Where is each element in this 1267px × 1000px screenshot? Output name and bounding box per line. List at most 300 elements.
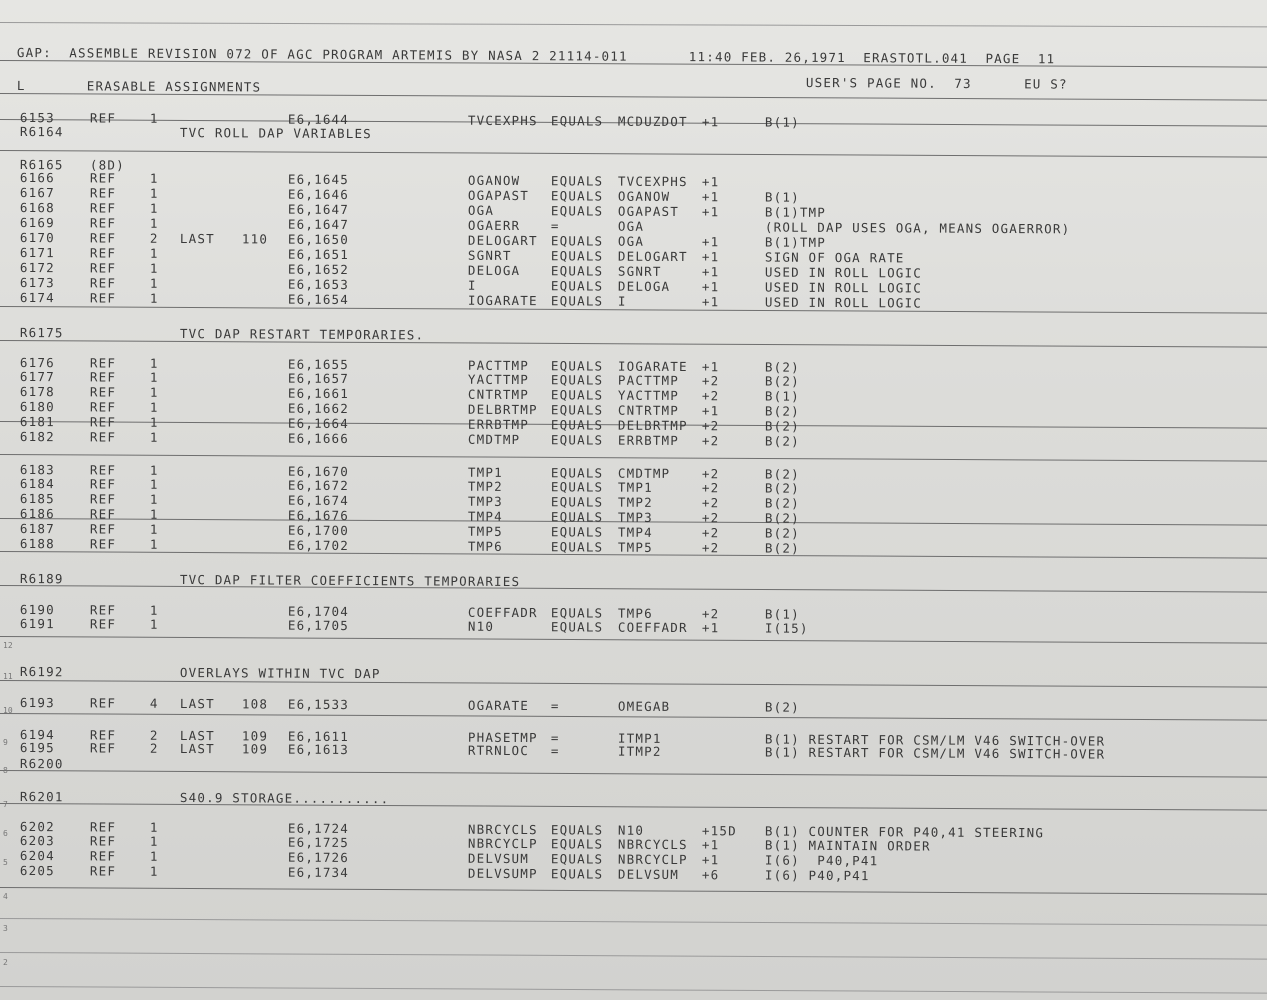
cell-addr: E6,1611: [287, 728, 350, 745]
cell-label: RTRNLOC: [467, 742, 530, 759]
section-heading-row: [20, 790, 1220, 811]
cell-type: REF: [89, 462, 117, 478]
cell-operand: YACTTMP: [617, 387, 680, 404]
cell-count: 1: [149, 414, 159, 430]
cell-operand: I: [617, 293, 627, 309]
cell-addr: E6,1726: [287, 849, 350, 866]
cell-addr: E6,1661: [287, 385, 350, 402]
cell-operand: MCDUZDOT: [617, 113, 688, 130]
cell-addr: E6,1613: [287, 741, 350, 758]
cell-line: 6191: [19, 616, 55, 632]
cell-count: 1: [149, 200, 159, 216]
cell-label: TMP3: [467, 493, 503, 509]
cell-count: 1: [149, 536, 159, 552]
cell-operand: OGA: [617, 233, 645, 249]
cell-offset: +2: [701, 480, 720, 496]
cell-count: 1: [149, 290, 159, 306]
cell-type: REF: [89, 740, 117, 756]
cell-label: PACTTMP: [467, 357, 530, 374]
cell-op: EQUALS: [550, 866, 604, 882]
cell-line: R6192: [19, 664, 64, 680]
cell-count: 1: [149, 275, 159, 291]
section-heading-row: [20, 572, 1220, 593]
cell-count: 2: [149, 740, 159, 756]
cell-line: 6183: [19, 462, 55, 478]
cell-type: REF: [89, 355, 117, 371]
cell-line: 6174: [19, 290, 55, 306]
cell-line: R6201: [19, 789, 64, 805]
cell-line: 6188: [19, 536, 55, 552]
cell-label: TMP2: [467, 478, 503, 494]
cell-count: 1: [149, 185, 159, 201]
cell-offset: +15D: [701, 823, 737, 839]
form-rule: [0, 918, 1267, 926]
cell-addr: E6,1664: [287, 415, 350, 432]
cell-note: B(1): [764, 388, 800, 404]
cell-op: EQUALS: [550, 605, 604, 621]
cell-type: REF: [89, 616, 117, 632]
cell-note: B(1)TMP: [764, 234, 827, 250]
cell-operand: N10: [617, 822, 645, 838]
cell-operand: TMP6: [617, 605, 653, 621]
cell-ref: 109: [241, 728, 269, 744]
cell-offset: +1: [701, 174, 720, 190]
cell-type: REF: [89, 521, 117, 537]
cell-note: USED IN ROLL LOGIC: [764, 294, 923, 311]
cell-operand: OGAPAST: [617, 203, 680, 220]
margin-mark: 4: [3, 892, 8, 901]
form-rule: [0, 22, 1267, 27]
cell-operand: DELBRTMP: [617, 417, 688, 434]
cell-addr: E6,1647: [287, 216, 350, 233]
cell-offset: +1: [701, 294, 720, 310]
cell-label: OGAPAST: [467, 187, 530, 204]
cell-type: REF: [89, 110, 117, 126]
section-title: L ERASABLE ASSIGNMENTS: [16, 78, 262, 95]
cell-operand: DELOGART: [617, 248, 688, 265]
cell-label: TMP1: [467, 464, 503, 480]
cell-line: 6172: [19, 260, 55, 276]
cell-operand: DELOGA: [617, 278, 671, 294]
cell-note: I(6) P40,P41: [764, 852, 879, 869]
cell-operand: COEFFADR: [617, 619, 688, 636]
cell-ref: 108: [241, 696, 269, 712]
cell-note: B(1): [764, 114, 800, 130]
cell-addr: E6,1647: [287, 201, 350, 218]
cell-type: REF: [89, 819, 117, 835]
cell-label: TVC DAP RESTART TEMPORARIES.: [179, 325, 425, 343]
cell-line: 6177: [19, 369, 55, 385]
cell-type: REF: [89, 414, 117, 430]
cell-type: REF: [89, 230, 117, 246]
cell-note: B(2): [764, 403, 800, 419]
cell-line: 6202: [19, 819, 55, 835]
cell-note: B(1) MAINTAIN ORDER: [764, 837, 931, 854]
cell-offset: +2: [701, 373, 720, 389]
cell-op: EQUALS: [550, 432, 604, 448]
cell-line: 6204: [19, 848, 55, 864]
cell-op: EQUALS: [550, 402, 604, 418]
cell-label: DELOGART: [467, 232, 538, 249]
cell-line: R6164: [19, 124, 64, 140]
cell-line: 6166: [19, 170, 55, 186]
form-rule: [0, 952, 1267, 960]
cell-op: =: [550, 743, 560, 759]
cell-addr: E6,1704: [287, 603, 350, 620]
cell-count: 1: [149, 369, 159, 385]
cell-line: 6168: [19, 200, 55, 216]
cell-type: REF: [89, 185, 117, 201]
cell-offset: +1: [701, 837, 720, 853]
form-rule: [0, 887, 1267, 895]
cell-op: EQUALS: [550, 387, 604, 403]
cell-operand: TMP2: [617, 494, 653, 510]
cell-line: 6176: [19, 355, 55, 371]
cell-last: LAST: [179, 230, 215, 247]
cell-operand: ERRBTMP: [617, 432, 680, 449]
cell-line: 6185: [19, 491, 55, 507]
cell-addr: E6,1676: [287, 507, 350, 524]
cell-operand: IOGARATE: [617, 358, 688, 375]
cell-ref: 109: [241, 741, 269, 757]
cell-type: REF: [89, 695, 117, 711]
cell-label: NBRCYCLS: [467, 821, 538, 838]
cell-line: 6182: [19, 429, 55, 445]
cell-note: B(2): [764, 373, 800, 389]
cell-offset: +1: [701, 189, 720, 205]
cell-line: 6178: [19, 384, 55, 400]
cell-operand: TMP1: [617, 479, 653, 495]
cell-type: REF: [89, 506, 117, 522]
cell-op: EQUALS: [550, 524, 604, 540]
cell-offset: +1: [701, 620, 720, 636]
cell-offset: +2: [701, 433, 720, 449]
cell-label: OGARATE: [467, 697, 530, 714]
cell-note: B(2): [764, 540, 800, 556]
cell-line: 6184: [19, 476, 55, 492]
cell-note: B(1)TMP: [764, 204, 827, 220]
cell-offset: +2: [701, 495, 720, 511]
cell-line: 6195: [19, 740, 55, 756]
cell-line: 6169: [19, 215, 55, 231]
cell-offset: +1: [701, 114, 720, 130]
cell-count: 1: [149, 616, 159, 632]
margin-mark: 9: [3, 738, 8, 747]
cell-type: REF: [89, 602, 117, 618]
cell-note: B(2): [764, 359, 800, 375]
cell-count: 1: [149, 215, 159, 231]
cell-note: I(6) P40,P41: [764, 867, 870, 884]
cell-count: 1: [149, 245, 159, 261]
cell-addr: E6,1533: [287, 696, 350, 713]
cell-type: REF: [89, 727, 117, 743]
cell-note: B(1): [764, 606, 800, 622]
cell-line: 6180: [19, 399, 55, 415]
form-rule: [0, 454, 1267, 462]
user-page-number: USER'S PAGE NO. 73 EU S?: [805, 75, 1068, 92]
cell-type: REF: [89, 275, 117, 291]
cell-op: EQUALS: [550, 358, 604, 374]
cell-label: SGNRT: [467, 247, 512, 264]
cell-op: EQUALS: [550, 113, 604, 129]
cell-operand: DELVSUM: [617, 866, 680, 883]
cell-op: EQUALS: [550, 822, 604, 838]
margin-mark: 10: [3, 706, 13, 715]
cell-addr: E6,1652: [287, 261, 350, 278]
cell-offset: +2: [701, 525, 720, 541]
cell-line: 6170: [19, 230, 55, 246]
cell-line: 6187: [19, 521, 55, 537]
cell-offset: +2: [701, 388, 720, 404]
cell-type: REF: [89, 384, 117, 400]
cell-label: CNTRTMP: [467, 386, 530, 403]
cell-count: 1: [149, 384, 159, 400]
cell-type: REF: [89, 848, 117, 864]
cell-count: 1: [149, 491, 159, 507]
cell-count: 4: [149, 695, 159, 711]
cell-label: NBRCYCLP: [467, 835, 538, 852]
cell-line: R6175: [19, 325, 64, 341]
cell-offset: +1: [701, 403, 720, 419]
cell-type: REF: [89, 491, 117, 507]
cell-label: IOGARATE: [467, 292, 538, 309]
cell-offset: +1: [701, 279, 720, 295]
cell-addr: E6,1654: [287, 291, 350, 308]
margin-mark: 7: [3, 800, 8, 809]
cell-count: 2: [149, 230, 159, 246]
cell-label: TMP4: [467, 508, 503, 524]
cell-line: 6194: [19, 727, 55, 743]
cell-line: 6205: [19, 863, 55, 879]
cell-offset: +2: [701, 466, 720, 482]
cell-note: B(2): [764, 480, 800, 496]
cell-operand: CMDTMP: [617, 465, 671, 481]
cell-addr: E6,1674: [287, 492, 350, 509]
cell-operand: CNTRTMP: [617, 402, 680, 419]
cell-operand: OGA: [617, 218, 645, 234]
cell-op: EQUALS: [550, 248, 604, 264]
cell-count: 1: [149, 170, 159, 186]
cell-line: R6200: [19, 756, 64, 772]
cell-op: EQUALS: [550, 851, 604, 867]
cell-op: EQUALS: [550, 465, 604, 481]
cell-operand: TMP4: [617, 524, 653, 540]
cell-note: USED IN ROLL LOGIC: [764, 264, 923, 281]
cell-offset: +1: [701, 249, 720, 265]
cell-note: B(2): [764, 525, 800, 541]
cell-label: TVC ROLL DAP VARIABLES: [179, 124, 372, 142]
cell-label: COEFFADR: [467, 604, 538, 621]
form-rule: [0, 986, 1267, 994]
cell-line: 6193: [19, 695, 55, 711]
cell-op: EQUALS: [550, 539, 604, 555]
cell-addr: E6,1650: [287, 231, 350, 248]
cell-operand: ITMP1: [617, 730, 662, 746]
cell-line: 6203: [19, 833, 55, 849]
cell-offset: +1: [701, 264, 720, 280]
cell-note: I(15): [764, 620, 809, 636]
cell-label: DELOGA: [467, 262, 521, 279]
cell-type: REF: [89, 536, 117, 552]
cell-note: (ROLL DAP USES OGA, MEANS OGAERROR): [764, 219, 1071, 237]
cell-label: TMP6: [467, 538, 503, 554]
cell-label: DELBRTMP: [467, 401, 538, 418]
cell-type: (8D): [89, 157, 125, 173]
cell-count: 1: [149, 260, 159, 276]
cell-operand: ITMP2: [617, 743, 662, 759]
cell-op: EQUALS: [550, 417, 604, 433]
cell-type: REF: [89, 476, 117, 492]
cell-offset: +2: [701, 418, 720, 434]
cell-line: R6165: [19, 157, 64, 173]
cell-note: B(2): [764, 466, 800, 482]
cell-op: EQUALS: [550, 494, 604, 510]
cell-label: I: [467, 277, 477, 293]
cell-addr: E6,1734: [287, 864, 350, 881]
cell-label: PHASETMP: [467, 729, 538, 746]
cell-line: 6153: [19, 110, 55, 126]
cell-note: B(1) RESTART FOR CSM/LM V46 SWITCH-OVER: [764, 744, 1106, 762]
cell-type: REF: [89, 200, 117, 216]
cell-count: 1: [149, 602, 159, 618]
cell-label: OGAERR: [467, 217, 521, 234]
cell-operand: PACTTMP: [617, 372, 680, 389]
cell-label: OVERLAYS WITHIN TVC DAP: [179, 664, 381, 682]
cell-count: 1: [149, 833, 159, 849]
cell-operand: OMEGAB: [617, 698, 671, 714]
cell-offset: +1: [701, 204, 720, 220]
cell-last: LAST: [179, 727, 215, 744]
cell-addr: E6,1651: [287, 246, 350, 263]
margin-mark: 11: [3, 672, 13, 681]
cell-count: 1: [149, 476, 159, 492]
cell-type: REF: [89, 863, 117, 879]
cell-note: B(2): [764, 418, 800, 434]
margin-mark: 5: [3, 858, 8, 867]
cell-type: REF: [89, 429, 117, 445]
cell-op: EQUALS: [550, 203, 604, 219]
cell-op: EQUALS: [550, 836, 604, 852]
margin-mark: 2: [3, 958, 8, 967]
cell-label: CMDTMP: [467, 431, 521, 448]
cell-offset: +6: [701, 867, 720, 883]
cell-addr: E6,1725: [287, 834, 350, 851]
cell-op: EQUALS: [550, 509, 604, 525]
cell-ref: 110: [241, 231, 269, 247]
cell-type: REF: [89, 260, 117, 276]
cell-offset: +1: [701, 234, 720, 250]
cell-type: REF: [89, 399, 117, 415]
cell-operand: NBRCYCLP: [617, 851, 688, 868]
cell-count: 1: [149, 506, 159, 522]
cell-addr: E6,1702: [287, 537, 350, 554]
cell-addr: E6,1672: [287, 477, 350, 494]
cell-count: 1: [149, 848, 159, 864]
cell-note: B(2): [764, 433, 800, 449]
cell-op: EQUALS: [550, 188, 604, 204]
cell-count: 1: [149, 521, 159, 537]
cell-count: 1: [149, 863, 159, 879]
cell-note: B(2): [764, 495, 800, 511]
margin-mark: 12: [3, 641, 13, 650]
cell-label: TVC DAP FILTER COEFFICIENTS TEMPORARIES: [179, 571, 521, 590]
assembly-header: GAP: ASSEMBLE REVISION 072 OF AGC PROGRAM ARTEMIS BY NASA 2 21114-011 11:40 FEB. 26,1971 ERASTOTL.041 PAGE 11: [16, 45, 1056, 67]
cell-count: 1: [149, 462, 159, 478]
cell-addr: E6,1653: [287, 276, 350, 293]
cell-line: 6181: [19, 414, 55, 430]
cell-operand: TMP3: [617, 509, 653, 525]
cell-count: 1: [149, 819, 159, 835]
cell-op: =: [550, 698, 560, 714]
cell-label: YACTTMP: [467, 371, 530, 388]
cell-label: N10: [467, 618, 495, 634]
margin-mark: 3: [3, 924, 8, 933]
cell-line: 6190: [19, 602, 55, 618]
cell-addr: E6,1666: [287, 430, 350, 447]
cell-count: 1: [149, 355, 159, 371]
cell-op: =: [550, 730, 560, 746]
cell-offset: +2: [701, 540, 720, 556]
cell-type: REF: [89, 245, 117, 261]
cell-offset: +1: [701, 852, 720, 868]
cell-note: SIGN OF OGA RATE: [764, 249, 905, 266]
cell-addr: E6,1657: [287, 370, 350, 387]
cell-label: OGANOW: [467, 172, 521, 189]
cell-note: B(1) RESTART FOR CSM/LM V46 SWITCH-OVER: [764, 731, 1106, 749]
cell-addr: E6,1646: [287, 186, 350, 203]
cell-label: OGA: [467, 202, 495, 218]
margin-mark: 6: [3, 829, 8, 838]
cell-label: ERRBTMP: [467, 416, 530, 433]
cell-offset: +2: [701, 606, 720, 622]
cell-note: B(2): [764, 699, 800, 715]
cell-offset: +2: [701, 510, 720, 526]
cell-operand: NBRCYCLS: [617, 836, 688, 853]
form-rule: [0, 93, 1267, 101]
cell-note: USED IN ROLL LOGIC: [764, 279, 923, 296]
cell-op: EQUALS: [550, 619, 604, 635]
cell-addr: E6,1645: [287, 171, 350, 188]
cell-count: 1: [149, 110, 159, 126]
cell-line: 6167: [19, 185, 55, 201]
cell-op: EQUALS: [550, 293, 604, 309]
cell-op: EQUALS: [550, 263, 604, 279]
cell-operand: OGANOW: [617, 188, 671, 204]
cell-addr: E6,1700: [287, 522, 350, 539]
cell-op: EQUALS: [550, 479, 604, 495]
cell-note: B(2): [764, 510, 800, 526]
form-rule: [0, 150, 1267, 158]
cell-type: REF: [89, 215, 117, 231]
cell-addr: E6,1670: [287, 463, 350, 480]
cell-addr: E6,1655: [287, 356, 350, 373]
cell-addr: E6,1644: [287, 111, 350, 128]
cell-addr: E6,1724: [287, 820, 350, 837]
cell-line: 6186: [19, 506, 55, 522]
cell-op: EQUALS: [550, 233, 604, 249]
cell-op: EQUALS: [550, 278, 604, 294]
margin-mark: 8: [3, 766, 8, 775]
cell-type: REF: [89, 170, 117, 186]
cell-addr: E6,1705: [287, 617, 350, 634]
cell-op: =: [550, 218, 560, 234]
cell-line: R6189: [19, 571, 64, 587]
cell-label: TVCEXPHS: [467, 112, 538, 129]
cell-line: 6173: [19, 275, 55, 291]
cell-label: TMP5: [467, 523, 503, 539]
cell-note: B(1) COUNTER FOR P40,41 STEERING: [764, 823, 1045, 841]
cell-addr: E6,1662: [287, 400, 350, 417]
